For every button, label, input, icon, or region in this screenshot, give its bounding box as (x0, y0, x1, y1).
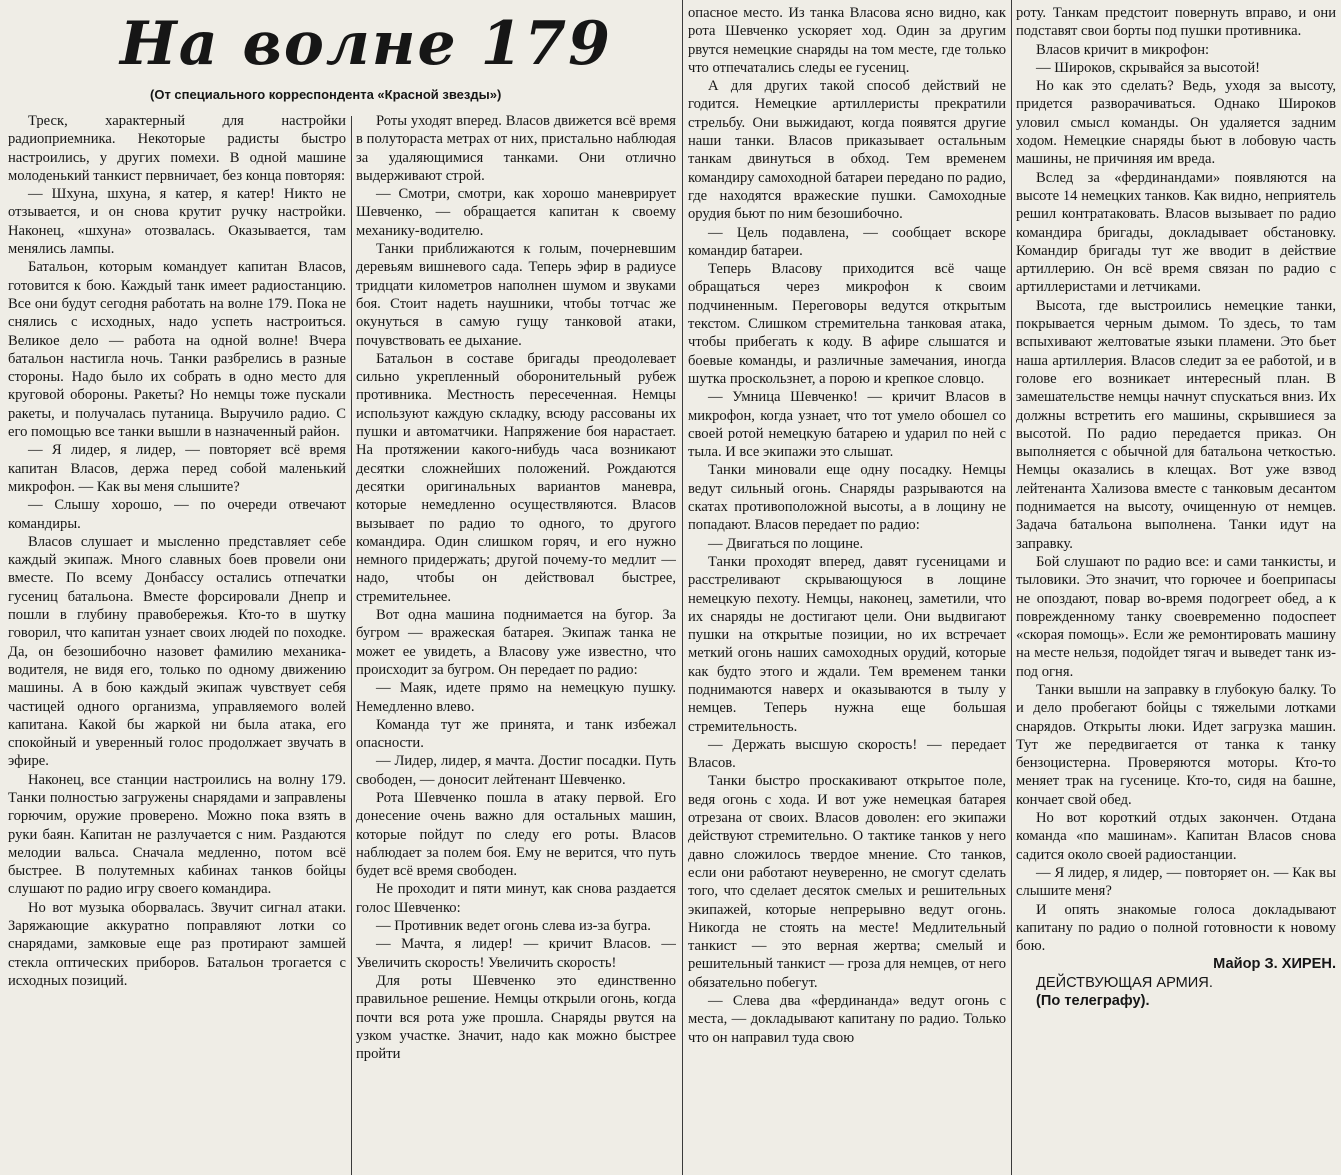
paragraph: — Противник ведет огонь слева из-за бугра. (376, 918, 651, 935)
author-signature: Майор З. ХИРЕН. (1213, 956, 1336, 973)
paragraph: — Шхуна, шхуна, я катер, я катер! Никто не отзывается, и он снова крутит ручку настройки. Наконец, «шхуна» отозвалась. Оказывается, там менялись лампы. (8, 186, 346, 258)
paragraph: Для роты Шевченко это единственно правильное решение. Немцы открыли огонь, когда почти вся рота уже прошла. Снаряды рвутся на узком участке. Значит, надо как можно быстрее пройти (356, 972, 676, 1063)
dateline-note: (По телеграфу). (1036, 993, 1150, 1010)
paragraph: — Держать высшую скорость! — передает Власов. (688, 736, 1006, 772)
paragraph: — Двигаться по лощине. (708, 535, 864, 552)
subheadline: (От специального корреспондента «Красной звезды») (150, 87, 502, 102)
paragraph: Власов слушает и мысленно представляет себе каждый экипаж. Много славных боев провели они вместе. По всему Донбассу остались отпечатки гусениц батальона. Вместе форсировали Днепр и пошли в глубину правобережья. Кто-то в шутку говорил, что капитан узнает своих людей по походке. Да, он безошибочно назовет фамилию механика-водителя, не видя его, только по одному движению машины. А в бою каждый экипаж чувствует себя частицей одного организма, управляемого волей капитана. Какой бы жаркой ни была атака, его спокойный и уверенный голос продолжает звучать в эфире. (8, 533, 346, 770)
paragraph: Танки миновали еще одну посадку. Немцы ведут сильный огонь. Снаряды разрываются на скатах противоположной высоты, а в лощину не попадают. Власов передает по радио: (688, 462, 1006, 534)
paragraph: — Цель подавлена, — сообщает вскоре командир батареи. (688, 224, 1006, 259)
paragraph: — Умница Шевченко! — кричит Власов в микрофон, когда узнает, что тот умело обошел со своей ротой немецкую батарею и ударил по ней с тыла. И все экипажи это слышат. (688, 389, 1006, 461)
paragraph: Вот одна машина поднимается на бугор. За бугром — вражеская батарея. Экипаж танка не может ее увидеть, а Власову уже известно, что происходит за бугром. Он передает по радио: (356, 607, 676, 678)
paragraph: роту. Танкам предстоит повернуть вправо, и они подставят свои борты под пушки противника. (1016, 5, 1336, 40)
column-rule (1011, 0, 1012, 1175)
paragraph: Танки быстро проскакивают открытое поле, ведя огонь с хода. И вот уже немецкая батарея отрезана от своих. Власов доволен: его экипажи действуют стремительно. О тактике танков у него давно сложилось твердое мнение. Сто танков, если они работают неуверенно, не смогут сделать того, что сделает десяток смелых и решительных экипажей, которые непрерывно ведут огонь. Никогда не стоять на месте! Медлительный танкист — это верная жертва; смелый и решительный танкист — гроза для немцев, от него обязательно побегут. (688, 773, 1006, 991)
column-rule (682, 0, 683, 1175)
paragraph: Власов кричит в микрофон: (1036, 41, 1210, 58)
paragraph: Танки приближаются к голым, почерневшим деревьям вишневого сада. Теперь эфир в радиусе тридцати километров наполнен шумом и звуками боя. Стоит надеть наушники, чтобы тотчас же окунуться в самую гущу танковой атаки, почувствовать ее дыхание. (356, 241, 676, 349)
paragraph: — Маяк, идете прямо на немецкую пушку. Немедленно влево. (356, 680, 676, 715)
paragraph: И опять знакомые голоса докладывают капитану по радио о полной готовности к новому бою. (1016, 901, 1336, 955)
column-4 (1016, 4, 1336, 1175)
paragraph: — Лидер, лидер, я мачта. Достиг посадки. Путь свободен, — доносит лейтенант Шевченко. (356, 753, 676, 788)
paragraph: Танки проходят вперед, давят гусеницами и расстреливают скрывающуюся в лощине немецкую пехоту. Немцы, наконец, заметили, что их снаряды не достигают цели. Они выдвигают пушки на открытые позиции, но их встречает меткий огонь наших самоходных орудий, которые как будто этого и ждали. Тем временем танки поднимаются наверх и оказываются в тылу у немцев. Теперь нужна еще большая стремительность. (688, 553, 1006, 735)
paragraph: — Слышу хорошо, — по очереди отвечают командиры. (8, 497, 346, 532)
paragraph: Не проходит и пяти минут, как снова раздается голос Шевченко: (356, 881, 676, 916)
paragraph: Но вот короткий отдых закончен. Отдана команда «по машинам». Капитан Власов снова садится около своей радиостанции. (1016, 810, 1336, 863)
paragraph: Высота, где выстроились немецкие танки, покрывается черным дымом. То здесь, то там вспыхивают желтоватые языки пламени. Это бьет наша артиллерия. Власов следит за ее работой, и в голове его возникает интересный план. В замешательстве немцы начнут спускаться вниз. Их должны встретить его машины, скрывшиеся за высотой. По радио передается приказ. Он выполняется с обычной для батальона четкостью. Немцы оказались в клещах. Вот уже взвод лейтенанта Хализова вместе с танковым десантом поднимается на высоту, очищенную от немцев. Задача батальона выполнена. Танки идут на заправку. (1016, 297, 1336, 552)
paragraph: — Слева два «фердинанда» ведут огонь с места, — докладывают капитану по радио. Только что он направил туда свою (688, 993, 1006, 1046)
paragraph: — Широков, скрывайся за высотой! (1036, 59, 1261, 76)
paragraph: Но как это сделать? Ведь, уходя за высоту, придется разворачиваться. Однако Широков уловил смысл команды. Он удаляется задним ходом. Немецкие снаряды бьют в лобовую часть машины, не причиняя им вреда. (1016, 78, 1336, 168)
paragraph: Треск, характерный для настройки радиоприемника. Некоторые радисты быстро настроились, у других помехи. В одной машине молоденький танкист первничает, без конца повторяя: (8, 113, 346, 184)
paragraph: Рота Шевченко пошла в атаку первой. Его донесение очень важно для остальных машин, которые пойдут по следу его роты. Власов наблюдает за полем боя. Ему не верится, что путь будет всё время свободен. (356, 789, 676, 880)
paragraph: Теперь Власову приходится всё чаще обращаться через микрофон к своим подчиненным. Переговоры ведутся открытым текстом. Слишком стремительна танковая атака, чтобы прибегать к коду. В афире слышатся и боевые команды, и различные замечания, иногда шутка проскользнет, а порою и крепкое словцо. (688, 261, 1006, 387)
paragraph: Вслед за «фердинандами» появляются на высоте 14 немецких танков. Как видно, неприятель решил контратаковать. Власов вызывает по радио командира бригады, докладывает обстановку. Командир бригады тут же вводит в действие артиллерию. Он всё время связан по радио с артиллеристами и летчиками. (1016, 169, 1336, 296)
column-1 (8, 112, 346, 1175)
paragraph: — Мачта, я лидер! — кричит Власов. — Увеличить скорость! Увеличить скорость! (356, 936, 676, 971)
paragraph: — Я лидер, я лидер, — повторяет всё время капитан Власов, держа перед собой маленький микрофон. — Как вы меня слышите? (8, 442, 346, 495)
paragraph: Наконец, все станции настроились на волну 179. Танки полностью загружены снарядами и заправлены горючим, оружие проверено. Можно пока взять в руки баян. Капитан не разлучается с ним. Раздаются мелодии вальса. Сначала медленно, потом всё быстрее. В полутемных кабинах танков бойцы слушают по радио игру своего командира. (8, 771, 346, 898)
paragraph: Бой слушают по радио все: и сами танкисты, и тыловики. Это значит, что горючее и боеприпасы не опоздают, повар во-время подогреет обед, а к поврежденному танку своевременно подоспеет «скорая помощь». Если же ремонтировать машину на месте нельзя, подойдет тягач и выведет танк из-под огня. (1016, 553, 1336, 680)
dateline: ДЕЙСТВУЮЩАЯ АРМИЯ. (1036, 974, 1213, 991)
column-3 (688, 4, 1006, 1175)
paragraph: Танки вышли на заправку в глубокую балку. То и дело пробегают бойцы с тяжелыми лотками снарядов. Открыты люки. Идет загрузка машин. Тут же передвигается от танка к танку бензоцистерна. Проверяются моторы. Кто-то меняет трак на гусенице. Кто-то, сидя на башне, кончает свой обед. (1016, 681, 1336, 808)
paragraph: Команда тут же принята, и танк избежал опасности. (356, 716, 676, 752)
column-rule (351, 116, 352, 1175)
paragraph: Но вот музыка оборвалась. Звучит сигнал атаки. Заряжающие аккуратно поправляют лотки со снарядами, замковые еще раз протирают замшей стекла оптических приборов. Батальон трогается с исходных позиций. (8, 899, 346, 989)
paragraph: опасное место. Из танка Власова ясно видно, как рота Шевченко ускоряет ход. Один за другим рвутся немецкие снаряды на том месте, где только что отпечатались следы ее гусениц. (688, 5, 1006, 76)
paragraph: Батальон в составе бригады преодолевает сильно укрепленный оборонительный рубеж противника. Местность пересеченная. Немцы используют каждую складку, всюду рассованы их пушки и автоматчики. Напряжение боя нарастает. На протяжении какого-нибудь часа возникают десятки сложнейших положений. Рождаются десятки оригинальных вариантов маневра, которые немедленно осуществляются. Власов вызывает по радио то одного, то другого командира. Один слишком горяч, и его нужно немного придержать; другой почему-то медлит — надо, чтобы он действовал быстрее, стремительнее. (356, 350, 676, 605)
paragraph: — Смотри, смотри, как хорошо маневрирует Шевченко, — обращается капитан к своему механику-водителю. (356, 186, 676, 239)
paragraph: — Я лидер, я лидер, — повторяет он. — Как вы слышите меня? (1016, 864, 1336, 900)
paragraph: Батальон, которым командует капитан Власов, готовится к бою. Каждый танк имеет радиостанцию. Все они будут сегодня работать на волне 179. Пока не снялись с исходных, надо успеть настроиться. Великое дело — работа на одной волне! Вчера батальон настигла ночь. Танки разбрелись в разные стороны. Надо было их собрать в одно место для круговой обороны. Ракеты? Но немцы тоже пускали ракеты, и получалась путаница. Выручило радио. С его помощью все танки вышли в назначенный район. (8, 259, 346, 441)
paragraph: Роты уходят вперед. Власов движется всё время в полутораста метрах от них, пристально наблюдая за удаляющимися танками. Они отлично выдерживают строй. (356, 113, 676, 184)
headline: На волне 179 (120, 9, 612, 79)
paragraph: А для других такой способ действий не годится. Немецкие артиллеристы прекратили стрельбу. Они выжидают, когда появятся другие наши танки. Власов приказывает остальным танкам двинуться в обход. Тем временем командиру самоходной батареи передано по радио, где находятся вражеские пушки. Самоходные орудия бьют по ним безошибочно. (688, 78, 1006, 223)
column-2 (356, 112, 676, 1175)
